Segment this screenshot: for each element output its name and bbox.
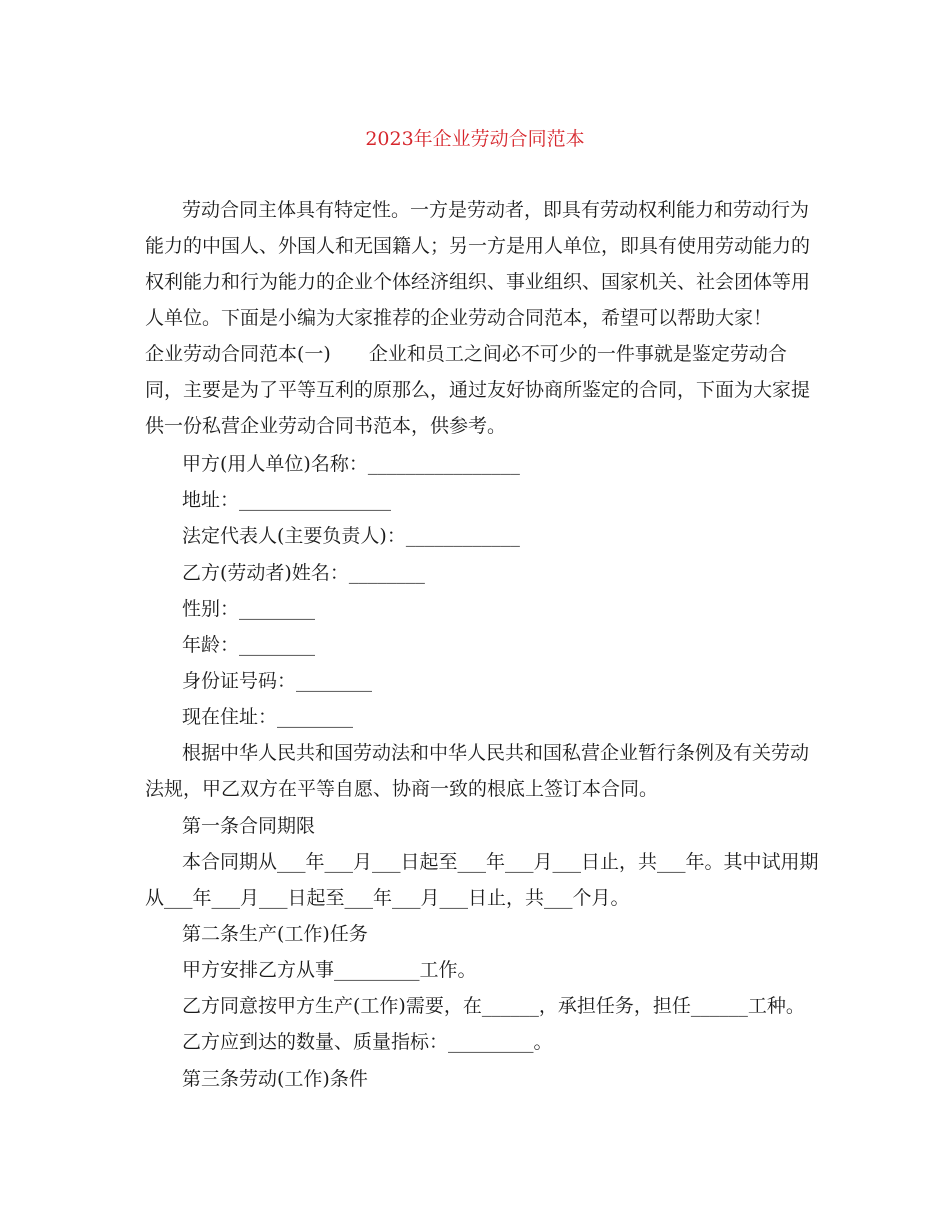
form-field-address: 地址：________________ [182,489,392,511]
form-field-age: 年龄：________ [182,634,316,656]
paragraph-line: 能力的中国人、外国人和无国籍人；另一方是用人单位，即具有使用劳动能力的 [145,235,811,257]
document-title: 2023年企业劳动合同范本 [365,128,585,150]
section-heading: 第一条合同期限 [182,815,316,837]
section-heading: 第三条劳动(工作)条件 [182,1068,368,1090]
paragraph-line: 同，主要是为了平等互利的原那么，通过友好协商所鉴定的合同，下面为大家提 [145,379,811,401]
form-field-id-number: 身份证号码：________ [182,670,373,692]
paragraph-line: 企业劳动合同范本(一) 企业和员工之间必不可少的一件事就是鉴定劳动合 [145,343,787,365]
paragraph-line: 供一份私营企业劳动合同书范本，供参考。 [145,415,507,437]
paragraph-line: 乙方同意按甲方生产(工作)需要，在______，承担任务，担任______工种。 [182,995,805,1017]
paragraph-line: 从___年___月___日起至___年___月___日止，共___个月。 [145,887,630,909]
paragraph-line: 根据中华人民共和国劳动法和中华人民共和国私营企业暂行条例及有关劳动 [182,742,810,764]
form-field-employer-name: 甲方(用人单位)名称：________________ [182,453,520,475]
paragraph-line: 本合同期从___年___月___日起至___年___月___日止，共___年。其中试用期 [182,851,819,873]
paragraph-line: 权利能力和行为能力的企业个体经济组织、事业组织、国家机关、社会团体等用 [145,271,811,293]
section-heading: 第二条生产(工作)任务 [182,923,368,945]
form-field-employee-name: 乙方(劳动者)姓名：________ [182,562,425,584]
form-field-gender: 性别：________ [182,598,316,620]
paragraph-line: 甲方安排乙方从事_________工作。 [182,959,477,981]
paragraph-line: 乙方应到达的数量、质量指标：_________。 [182,1031,553,1053]
paragraph-line: 人单位。下面是小编为大家推荐的企业劳动合同范本，希望可以帮助大家！ [145,307,773,329]
form-field-legal-representative: 法定代表人(主要负责人)：____________ [182,525,520,547]
paragraph-line: 法规，甲乙双方在平等自愿、协商一致的根底上签订本合同。 [145,778,659,800]
paragraph-line: 劳动合同主体具有特定性。一方是劳动者，即具有劳动权利能力和劳动行为 [182,199,810,221]
form-field-current-address: 现在住址：________ [182,706,354,728]
